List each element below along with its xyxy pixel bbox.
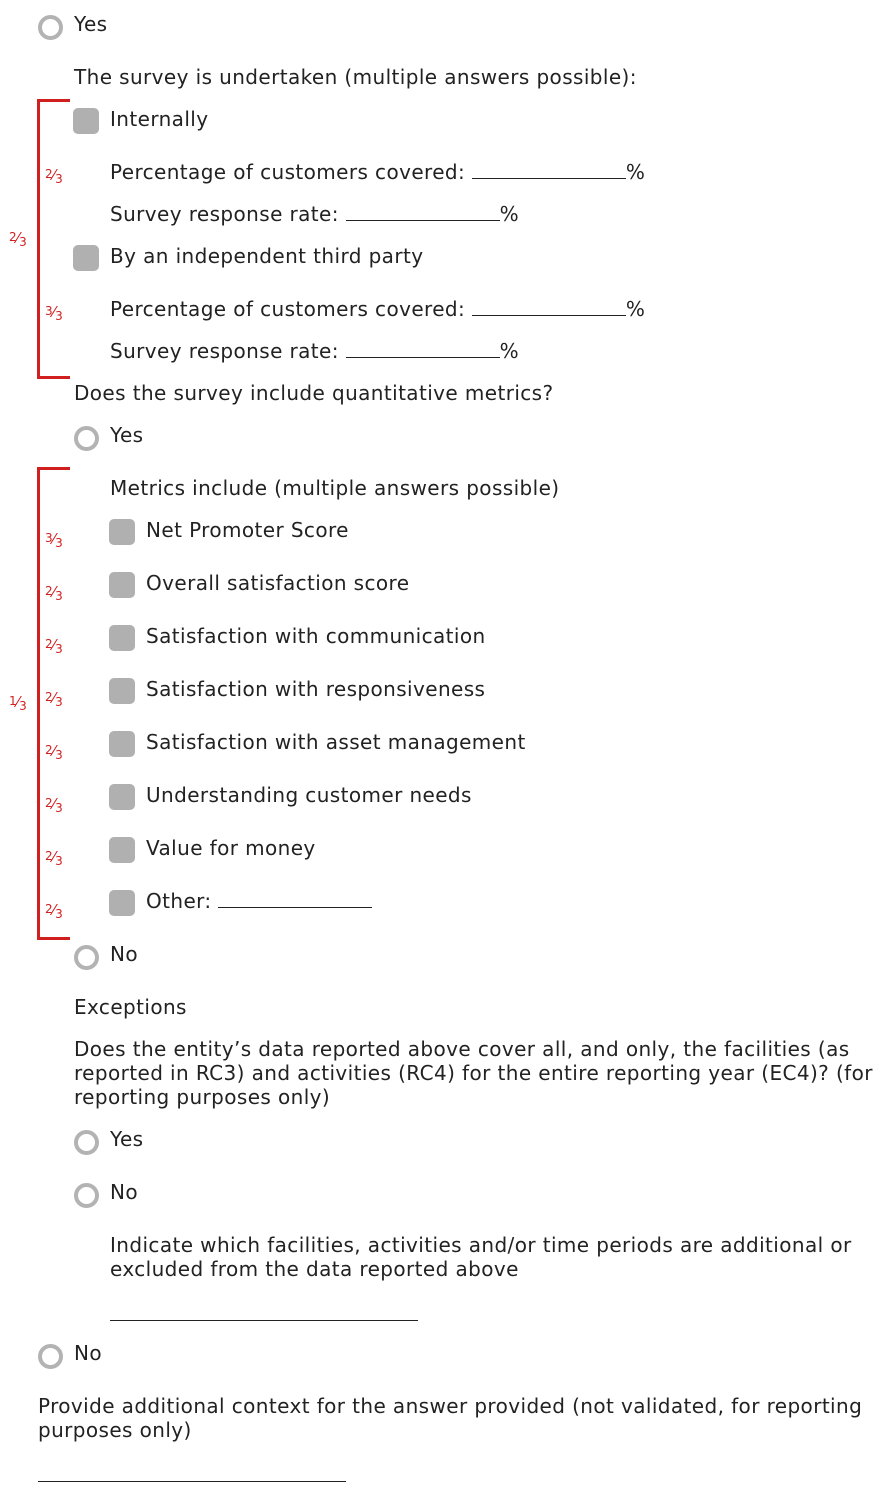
top-yes-radio[interactable] [38,15,63,40]
exceptions-no-label: No [110,1180,138,1204]
metric-score-asset-management: $^2⁄_3$ [45,742,63,762]
metric-score-nps: $^3⁄_3$ [45,530,63,550]
context-field[interactable] [38,1481,346,1482]
metric-score-customer-needs: $^2⁄_3$ [45,795,63,815]
internally-checkbox[interactable] [73,108,99,134]
third-party-label: By an independent third party [110,244,424,268]
third-party-pct-row: Percentage of customers covered: % [110,297,646,321]
metric-score-value-for-money: $^2⁄_3$ [45,848,63,868]
quant-no-label: No [110,942,138,966]
exceptions-question: Does the entity’s data reported above cover all, and only, the facilities (as reported in RC3) and activities (RC4) for the entire reporting year (EC4)? (for reporting purposes only) [74,1037,873,1109]
third-party-pct-field[interactable] [472,297,626,316]
metric-row-other [146,889,372,913]
metric-score-other: $^2⁄_3$ [45,901,63,921]
metric-checkbox-overall[interactable] [109,572,135,598]
metric-checkbox-communication[interactable] [109,625,135,651]
bottom-no-label: No [74,1341,102,1365]
metric-checkbox-value-for-money[interactable] [109,837,135,863]
internally-rate-row: Survey response rate: % [110,202,520,226]
quant-question: Does the survey include quantitative metrics? [74,381,554,405]
metric-score-responsiveness: $^2⁄_3$ [45,689,63,709]
exceptions-indicate-field[interactable] [110,1320,418,1321]
metric-checkbox-asset-management[interactable] [109,731,135,757]
metric-score-communication: $^2⁄_3$ [45,636,63,656]
metric-checkbox-other[interactable] [109,890,135,916]
metric-checkbox-customer-needs[interactable] [109,784,135,810]
third-party-rate-field[interactable] [346,339,500,358]
exceptions-yes-radio[interactable] [74,1130,99,1155]
third-party-rate-row: Survey response rate: % [110,339,520,363]
metric-label-communication: Satisfaction with communication [146,624,486,648]
quant-no-radio[interactable] [74,945,99,970]
metrics-label: Metrics include (multiple answers possible) [110,476,560,500]
metric-label-responsiveness: Satisfaction with responsiveness [146,677,486,701]
metric-checkbox-nps[interactable] [109,519,135,545]
context-label: Provide additional context for the answer provided (not validated, for reporting purposes only) [38,1394,863,1442]
internally-pct-row: Percentage of customers covered: % [110,160,646,184]
metric-label-asset-management: Satisfaction with asset management [146,730,526,754]
internally-label: Internally [110,107,209,131]
metric-label-customer-needs: Understanding customer needs [146,783,472,807]
metric-checkbox-responsiveness[interactable] [109,678,135,704]
metric-label-nps: Net Promoter Score [146,518,349,542]
exceptions-indicate-label: Indicate which facilities, activities and/or time periods are additional or excluded from the data reported above [110,1233,852,1281]
internally-rate-field[interactable] [346,202,500,221]
exceptions-no-radio[interactable] [74,1183,99,1208]
survey-undertaken-label: The survey is undertaken (multiple answers possible): [74,65,637,89]
quant-yes-label: Yes [110,423,144,447]
internally-score: $^2⁄_3$ [45,166,63,186]
top-yes-label: Yes [74,12,108,36]
third-party-checkbox[interactable] [73,245,99,271]
metric-label-other: Other: [146,889,212,913]
group2-score: $^1⁄_3$ [9,693,27,713]
bottom-no-radio[interactable] [38,1344,63,1369]
group1-bracket [37,99,70,379]
internally-pct-field[interactable] [472,160,626,179]
third-party-score: $^3⁄_3$ [45,303,63,323]
group1-score: $^2⁄_3$ [9,229,27,249]
metric-score-overall: $^2⁄_3$ [45,583,63,603]
metric-label-value-for-money: Value for money [146,836,316,860]
exceptions-yes-label: Yes [110,1127,144,1151]
metric-other-field[interactable] [218,889,372,908]
quant-yes-radio[interactable] [74,426,99,451]
metric-label-overall: Overall satisfaction score [146,571,410,595]
exceptions-heading: Exceptions [74,995,187,1019]
